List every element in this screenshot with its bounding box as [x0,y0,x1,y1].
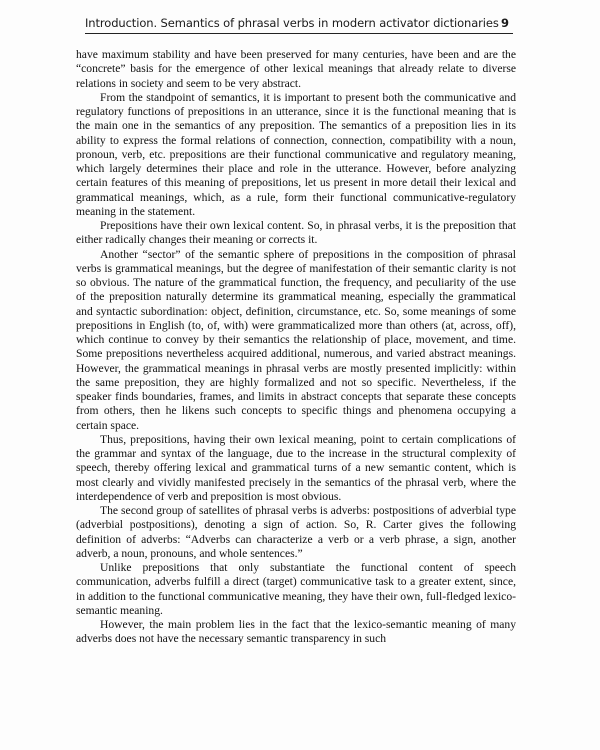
paragraph: Another “sector” of the semantic sphere of prepositions in the composition of phrasal verbs is grammatical meanings, but the degree of manifestation of their semantic clarity is not so obvious. The nature of the grammatical function, the frequency, and peculiarity of the use of the preposition naturally determine its grammatical meaning, especially the grammatical and syntactic subordination: object, definition, circumstance, etc. So, some meanings of some prepositions in English (to, of, with) were grammaticalized more than others (at, across, off), which continue to convey by their semantics the relationship of place, movement, and time. Some prepositions nevertheless acquired additional, numerous, and varied abstract meanings. However, the grammatical meanings in phrasal verbs are mostly presented implicitly: within the same preposition, they are highly formalized and not so specific. Nevertheless, if the speaker finds boundaries, frames, and limits in abstract concepts that separate these concepts from others, then he likens such concepts to specific things and phenomena occupying a certain space. [76,247,516,432]
paragraph: However, the main problem lies in the fact that the lexico-semantic meaning of many adverbs does not have the necessary semantic transparency in such [76,618,516,646]
paragraph: From the standpoint of semantics, it is important to present both the communicative and regulatory functions of prepositions in an utterance, since it is the functional meaning that is the main one in the semantics of any preposition. The semantics of a preposition lies in its ability to express the formal relations of connection, connection, compatibility with a noun, pronoun, verb, etc. prepositions are their functional communicative and regulatory meaning, which largely determines their place and role in the utterance. However, before analyzing certain features of this meaning of prepositions, let us present in more detail their lexical and grammatical meanings, which, as a rule, form their functional communicative-regulatory meaning in the statement. [76,90,516,218]
running-header [85,12,513,34]
paragraph: Unlike prepositions that only substantiate the functional content of speech communication, adverbs fulfill a direct (target) communicative task to a greater extent, since, in addition to the functional communicative meaning, they have their own, full-fledged lexico-semantic meaning. [76,561,516,617]
page-number: 9 [500,16,509,30]
running-title: Introduction. Semantics of phrasal verbs in modern activator dictionaries [85,16,499,30]
body-text [76,48,516,647]
paragraph: Prepositions have their own lexical content. So, in phrasal verbs, it is the preposition that either radically changes their meaning or corrects it. [76,219,516,247]
paragraph: The second group of satellites of phrasal verbs is adverbs: postpositions of adverbial type (adverbial postpositions), denoting a sign of action. So, R. Carter gives the following definition of adverbs: “Adverbs can characterize a verb or a verb phrase, a sign, another adverb, a noun, pronouns, and whole sentences.” [76,504,516,560]
paragraph: Thus, prepositions, having their own lexical meaning, point to certain complications of the grammar and syntax of the language, due to the increase in the structural complexity of speech, thereby offering lexical and grammatical turns of a new semantic content, which is most clearly and vividly manifested precisely in the semantics of the phrasal verb, where the interdependence of verb and preposition is most obvious. [76,432,516,503]
paragraph: have maximum stability and have been preserved for many centuries, have been and are the “concrete” basis for the emergence of other lexical meanings that already relate to diverse relations in society and seem to be very abstract. [76,48,516,90]
